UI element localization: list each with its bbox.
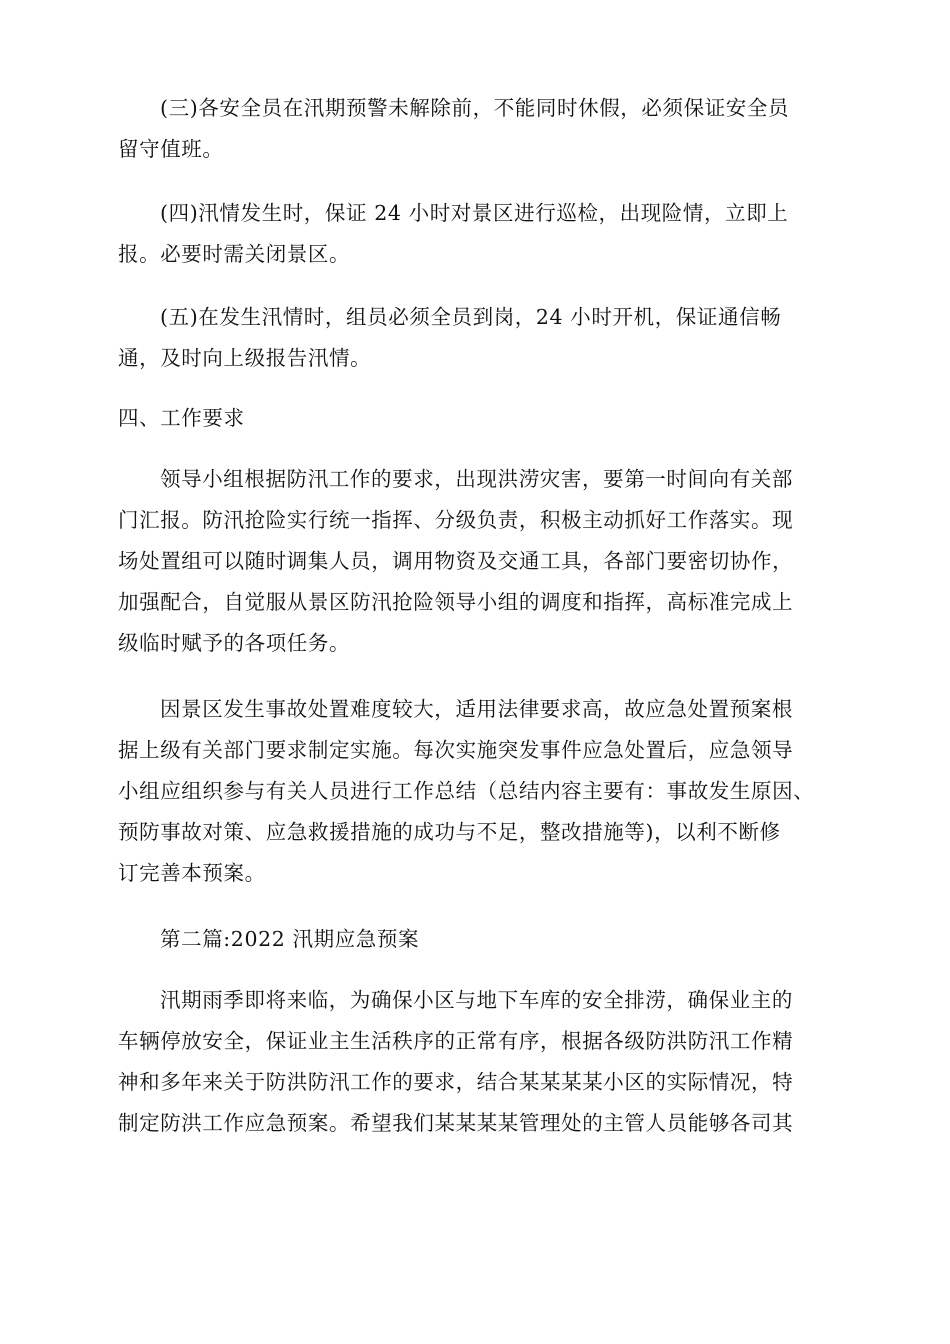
text-line: 留守值班。 [118, 137, 224, 161]
text-line: 场处置组可以随时调集人员，调用物资及交通工具，各部门要密切协作， [118, 549, 794, 573]
paragraph-plan-revision [118, 689, 838, 894]
text-line: 汛期雨季即将来临，为确保小区与地下车库的安全排涝，确保业主的 [160, 988, 793, 1012]
paragraph-item-4 [118, 193, 838, 275]
text-line: 车辆停放安全，保证业主生活秩序的正常有序，根据各级防洪防汛工作精 [118, 1029, 794, 1053]
text-line: 领导小组根据防汛工作的要求，出现洪涝灾害，要第一时间向有关部 [160, 467, 793, 491]
part-2-title [118, 919, 838, 960]
text-line: 通，及时向上级报告汛情。 [118, 346, 372, 370]
text-line: 神和多年来关于防洪防汛工作的要求，结合某某某某小区的实际情况，特 [118, 1070, 794, 1094]
text-line: 门汇报。防汛抢险实行统一指挥、分级负责，积极主动抓好工作落实。现 [118, 508, 794, 532]
text-line: (五)在发生汛情时，组员必须全员到岗，24 小时开机，保证通信畅 [160, 305, 782, 329]
text-line: 制定防洪工作应急预案。希望我们某某某某管理处的主管人员能够各司其 [118, 1111, 794, 1135]
text-line: 据上级有关部门要求制定实施。每次实施突发事件应急处置后，应急领导 [118, 738, 794, 762]
text-line: (四)汛情发生时，保证 24 小时对景区进行巡检，出现险情，立即上 [160, 201, 789, 225]
paragraph-item-5 [118, 297, 838, 379]
text-line: 小组应组织参与有关人员进行工作总结（总结内容主要有：事故发生原因、 [118, 779, 815, 803]
heading-text: 四、工作要求 [118, 406, 245, 430]
part-title-text: 第二篇:2022 汛期应急预案 [160, 927, 420, 951]
paragraph-part-2-intro [118, 980, 838, 1144]
paragraph-item-3 [118, 88, 838, 170]
text-line: 级临时赋予的各项任务。 [118, 631, 351, 655]
section-heading [118, 398, 838, 439]
text-line: 因景区发生事故处置难度较大，适用法律要求高，故应急处置预案根 [160, 697, 793, 721]
text-line: 订完善本预案。 [118, 861, 266, 885]
text-line: 报。必要时需关闭景区。 [118, 242, 351, 266]
paragraph-work-requirements [118, 459, 838, 664]
text-line: 加强配合，自觉服从景区防汛抢险领导小组的调度和指挥，高标准完成上 [118, 590, 794, 614]
text-line: 预防事故对策、应急救援措施的成功与不足，整改措施等)，以利不断修 [118, 820, 781, 844]
text-line: (三)各安全员在汛期预警未解除前，不能同时休假，必须保证安全员 [160, 96, 790, 120]
